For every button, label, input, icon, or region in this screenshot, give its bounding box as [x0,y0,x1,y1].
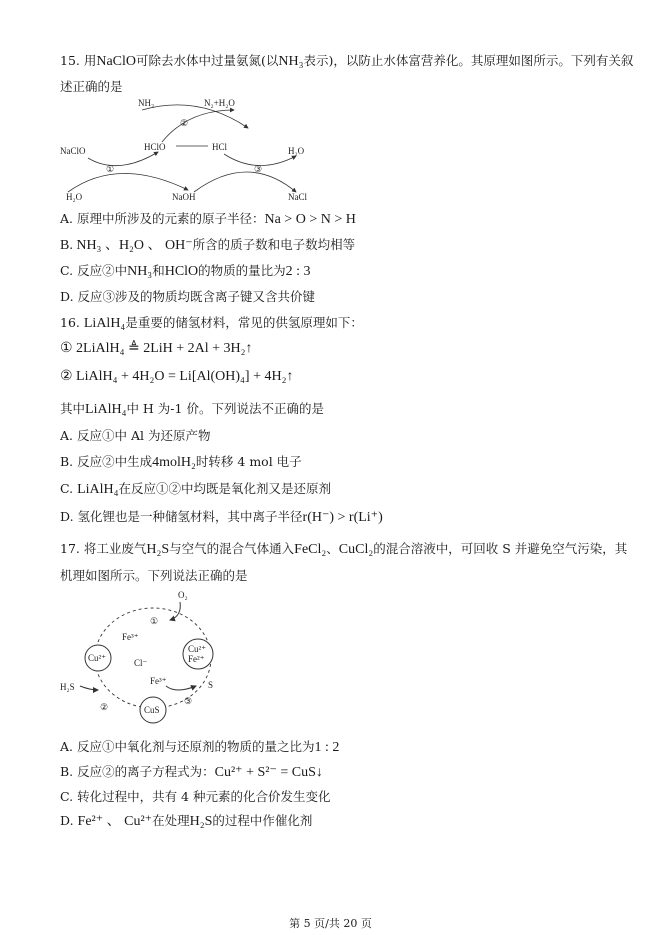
q16-option-d: D. 氢化锂也是一种储氢材料，其中离子半径r(H⁻) > r(Li⁺) [60,509,383,525]
dia15-hclo: HClO [144,142,166,152]
dia17-cu2: Cu²⁺ [88,653,106,663]
dia17-h2s-arrow [80,686,98,690]
q15-reaction-diagram [58,96,378,208]
dia15-arrow-3a [194,172,296,192]
dia15-arrow-1a [68,173,188,192]
dia17-cu2-right: Cu²⁺ [188,644,206,654]
dia17-o2-arrow [170,602,180,620]
dia15-n2-h2o: N₂+H₂O [204,98,235,108]
dia17-cus: CuS [144,705,160,715]
dia17-s: S [208,680,214,690]
dia15-arrow-1b [88,152,158,166]
q16-option-b: B. 反应②中生成4molH₂时转移 4 mol 电子 [60,454,302,470]
q17-option-a: A. 反应①中氧化剂与还原剂的物质的量之比为1 : 2 [60,739,340,755]
dia17-circle-2: ② [100,702,109,712]
q17-option-b: B. 反应②的离子方程式为：Cu²⁺ + S²⁻ = CuS↓ [60,764,323,780]
dia15-nacl: NaCl [288,192,307,202]
q16-option-a: A. 反应①中 Al 为还原产物 [60,428,211,443]
q15-stem-c: 表示)，以防止水体富营养化。其原理如图所示。下列有关叙 [303,53,634,68]
q15-nh3: NH₃ [278,54,304,69]
q17-stem-line2: 机理如图所示。下列说法正确的是 [60,568,248,583]
q16-equation-1: ① 2LiAlH₄ ≜ 2LiH + 2Al + 3H₂↑ [60,341,253,356]
dia17-circle-3: ③ [184,696,193,706]
page-footer: 第 5 页/共 20 页 [289,917,372,930]
q17-option-c: C. 转化过程中，共有 4 种元素的化合价发生变化 [60,789,331,804]
dia15-circle-2: ② [180,118,189,128]
q17-option-d: D. Fe²⁺ 、 Cu²⁺在处理H₂S的过程中作催化剂 [60,813,313,829]
dia15-circle-1: ① [106,164,115,174]
dia17-h2s: H₂S [60,682,75,692]
dia17-fe3-top: Fe³⁺ [122,632,139,642]
q15-option-a: A. 原理中所涉及的元素的原子半径：Na > O > N > H [60,211,356,227]
q15-stem-line1 [60,52,633,71]
dia15-h2o-right: H₂O [288,146,305,156]
q15-option-c: C. 反应②中NH₃和HClO的物质的量比为2 : 3 [60,263,311,279]
dia15-naclo: NaClO [60,146,86,156]
q16-stem: 16. LiAlH₄是重要的储氢材料，常见的供氢原理如下： [60,315,363,331]
dia15-circle-3: ③ [254,164,263,174]
q16-option-c: C. LiAlH₄在反应①②中均既是氧化剂又是还原剂 [60,481,332,497]
dia17-s-arrow [166,686,196,690]
dia15-h2o-left: H₂O [66,192,83,202]
dia17-fe2-right: Fe²⁺ [188,654,205,664]
q15-stem-b: 可除去水体中过量氨氮(以 [136,53,279,68]
q16-note: 其中LiAlH₄中 H 为-1 价。下列说法不正确的是 [60,401,324,417]
dia15-hcl: HCl [212,142,228,152]
q15-option-d: D. 反应③涉及的物质均既含离子键又含共价键 [60,289,316,304]
dia15-arrow-2-top [142,105,248,128]
dia15-naoh: NaOH [172,192,196,202]
q16-equation-2: ② LiAlH₄ + 4H₂O = Li[Al(OH)₄] + 4H₂↑ [60,369,294,384]
q15-stem-line2: 述正确的是 [60,79,123,94]
q15-stem-a: 15. 用 [60,53,97,68]
q15-option-b: B. NH₃ 、H₂O 、 OH⁻所含的质子数和电子数均相等 [60,237,356,253]
q15-naclo: NaClO [96,54,137,69]
dia17-circle-1: ① [150,616,159,626]
q17-stem-line1: 17. 将工业废气H₂S与空气的混合气体通入FeCl₂、CuCl₂的混合溶液中，可回收 S 并避免空气污染，其 [60,541,628,557]
dia17-o2: O₂ [178,590,188,600]
dia17-cl: Cl⁻ [134,658,148,668]
dia15-nh3: NH₃ [138,98,155,108]
q17-mechanism-diagram [58,586,248,726]
dia17-fe3-mid: Fe³⁺ [150,676,167,686]
